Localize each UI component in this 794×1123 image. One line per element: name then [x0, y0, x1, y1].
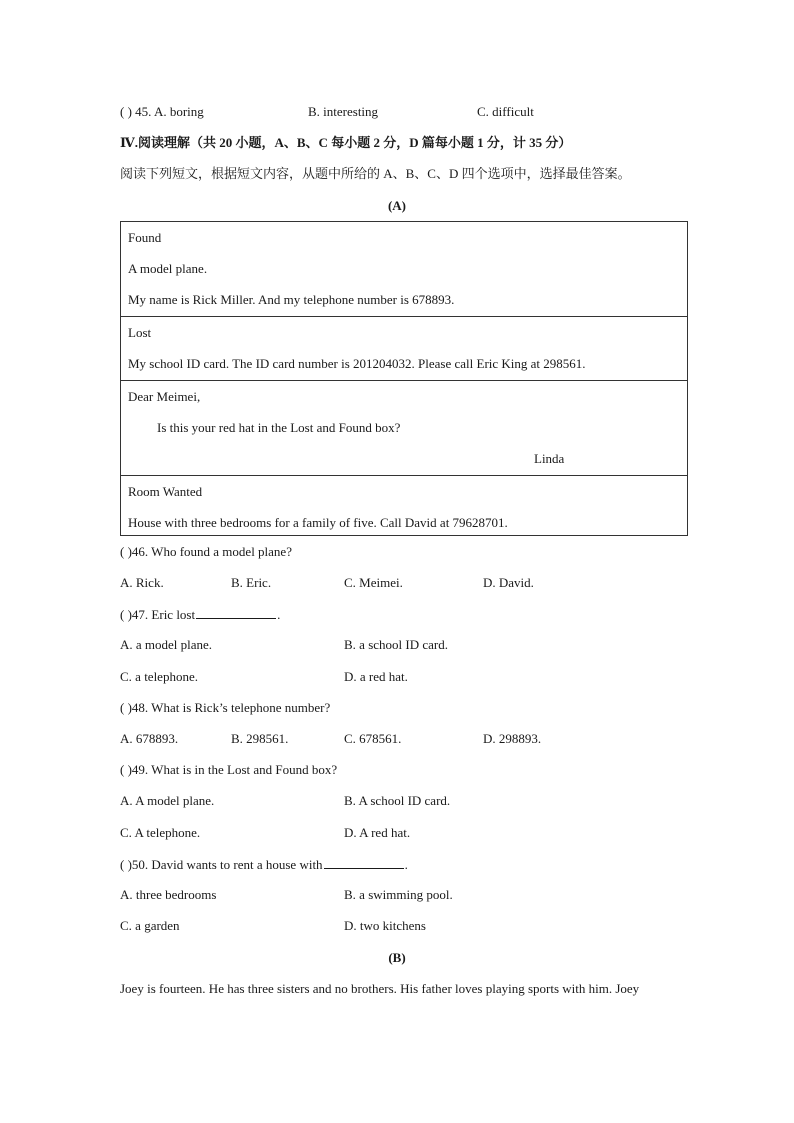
- question-stem: 48. What is Rick’s telephone number?: [131, 700, 331, 715]
- option-b: B. Eric.: [231, 575, 272, 590]
- found-notice: [121, 222, 687, 317]
- question-45: [120, 104, 204, 120]
- option-a: A. A model plane.: [120, 793, 215, 808]
- option-d: D. two kitchens: [344, 918, 426, 933]
- notice-line: My school ID card. The ID card number is 201204032. Please call Eric King at 298561.: [128, 356, 586, 371]
- option-d: D. A red hat.: [344, 825, 411, 840]
- notice-line: A model plane.: [128, 261, 208, 276]
- answer-paren: ( ): [120, 104, 132, 119]
- room-wanted-notice: [121, 476, 687, 538]
- question-stem: 50. David wants to rent a house with: [131, 857, 323, 872]
- answer-paren: ( ): [120, 544, 132, 559]
- question-stem: 47. Eric lost: [131, 607, 196, 622]
- passage-a-label: (A): [387, 198, 407, 213]
- question-46: [120, 544, 292, 560]
- option-d: D. David.: [483, 575, 534, 590]
- section-instruction: 阅读下列短文，根据短文内容，从题中所给的 A、B、C、D 四个选项中，选择最佳答案。: [120, 166, 631, 181]
- option-b: B. A school ID card.: [344, 793, 451, 808]
- answer-paren: ( ): [120, 607, 132, 622]
- option-d: D. a red hat.: [344, 669, 408, 684]
- letter-signature: Linda: [534, 451, 565, 466]
- question-48: [120, 700, 330, 716]
- question-stem: 46. Who found a model plane?: [131, 544, 292, 559]
- question-50: [120, 856, 408, 873]
- option-d: D. 298893.: [483, 731, 542, 746]
- lost-notice: [121, 317, 687, 381]
- question-stem-end: .: [277, 607, 281, 622]
- option-a: A. a model plane.: [120, 637, 213, 652]
- option-c: C. Meimei.: [344, 575, 403, 590]
- passage-b-label: (B): [388, 950, 406, 965]
- section-heading: Ⅳ.阅读理解（共 20 小题，A、B、C 每小题 2 分，D 篇每小题 1 分，计 35 分）: [120, 135, 572, 150]
- answer-paren: ( ): [120, 762, 132, 777]
- notice-line: House with three bedrooms for a family of five. Call David at 79628701.: [128, 515, 508, 530]
- option-a: A. Rick.: [120, 575, 164, 590]
- answer-blank: [196, 606, 276, 619]
- answer-blank: [324, 856, 404, 869]
- answer-paren: ( ): [120, 700, 132, 715]
- question-49: [120, 762, 337, 778]
- option-a: A. three bedrooms: [120, 887, 217, 902]
- letter-greeting: Dear Meimei,: [128, 389, 201, 404]
- notice-line: My name is Rick Miller. And my telephone number is 678893.: [128, 292, 455, 307]
- option-a: A. 678893.: [120, 731, 179, 746]
- notice-title: Found: [128, 230, 162, 245]
- q45-option-b: B. interesting: [308, 104, 379, 119]
- question-47: [120, 606, 280, 623]
- passage-b-text: Joey is fourteen. He has three sisters and no brothers. His father loves playing sports with him. Joey: [120, 981, 640, 996]
- question-stem: 49. What is in the Lost and Found box?: [131, 762, 338, 777]
- option-b: B. 298561.: [231, 731, 289, 746]
- option-c: C. a garden: [120, 918, 180, 933]
- notice-board: [120, 221, 688, 536]
- option-b: B. a school ID card.: [344, 637, 448, 652]
- letter-body: Is this your red hat in the Lost and Found box?: [157, 420, 401, 435]
- q45-option-a: 45. A. boring: [135, 104, 204, 119]
- answer-paren: ( ): [120, 857, 132, 872]
- option-c: C. a telephone.: [120, 669, 198, 684]
- letter-notice: [121, 381, 687, 476]
- notice-title: Lost: [128, 325, 152, 340]
- question-stem-end: .: [404, 857, 408, 872]
- option-c: C. A telephone.: [120, 825, 201, 840]
- notice-title: Room Wanted: [128, 484, 203, 499]
- option-b: B. a swimming pool.: [344, 887, 453, 902]
- q45-option-c: C. difficult: [477, 104, 534, 119]
- option-c: C. 678561.: [344, 731, 402, 746]
